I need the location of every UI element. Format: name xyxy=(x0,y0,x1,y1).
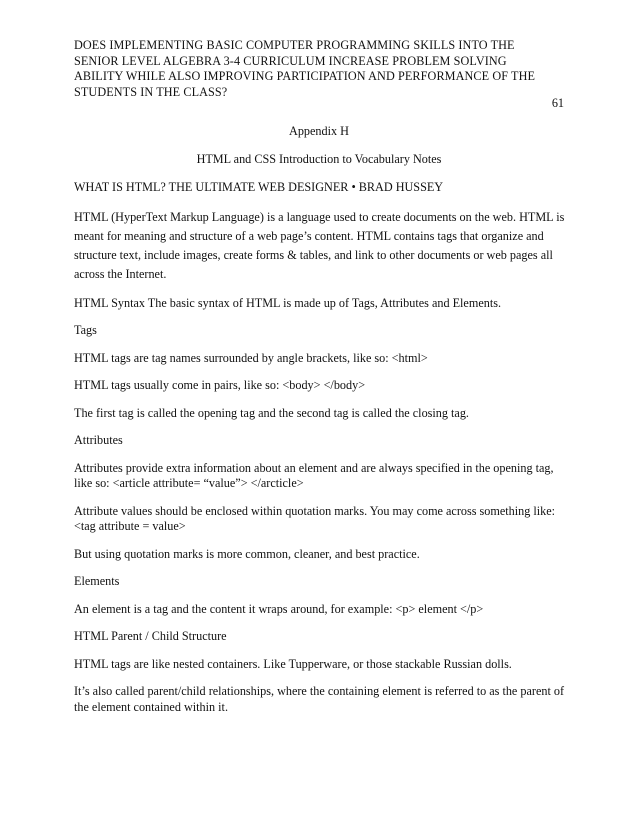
subheading: Elements xyxy=(74,574,120,588)
paragraph: HTML tags are like nested containers. Like Tupperware, or those stackable Russian dolls. xyxy=(74,656,512,671)
paragraph: But using quotation marks is more common, cleaner, and best practice. xyxy=(74,546,420,561)
running-head-line: SENIOR LEVEL ALGEBRA 3-4 CURRICULUM INCREASE PROBLEM SOLVING xyxy=(74,53,507,68)
subheading: HTML Parent / Child Structure xyxy=(74,629,227,643)
subheading: Tags xyxy=(74,323,97,337)
document-body xyxy=(74,180,566,727)
paragraph: Attributes provide extra information about an element and are always specified in the opening tag, like so: <article attribute= “value”> </arcticle> xyxy=(74,460,554,490)
paragraph: An element is a tag and the content it wraps around, for example: <p> element </p> xyxy=(74,601,484,616)
subheading: Attributes xyxy=(74,433,123,447)
appendix-title: Appendix H xyxy=(289,124,349,138)
running-head-line: STUDENTS IN THE CLASS? xyxy=(74,84,228,99)
paragraph: The first tag is called the opening tag and the second tag is called the closing tag. xyxy=(74,405,469,420)
paragraph: HTML Syntax The basic syntax of HTML is made up of Tags, Attributes and Elements. xyxy=(74,295,501,310)
paragraph: HTML tags usually come in pairs, like so: <body> </body> xyxy=(74,378,366,392)
running-head-line: DOES IMPLEMENTING BASIC COMPUTER PROGRAMMING SKILLS INTO THE xyxy=(74,38,515,52)
paragraph: Attribute values should be enclosed within quotation marks. You may come across something like: <tag attribute = value> xyxy=(74,503,555,533)
section-heading: WHAT IS HTML? THE ULTIMATE WEB DESIGNER • BRAD HUSSEY xyxy=(74,180,444,194)
running-head xyxy=(74,38,554,100)
paragraph: HTML (HyperText Markup Language) is a language used to create documents on the web. HTML is meant for meaning and structure of a web page’s content. HTML contains tags that organize and structure text, include images, create forms & tables, and link to other documents or web pages all across the Internet. xyxy=(74,209,565,281)
paragraph: It’s also called parent/child relationships, where the containing element is referred to as the parent of the element contained within it. xyxy=(74,684,565,714)
appendix-subtitle: HTML and CSS Introduction to Vocabulary Notes xyxy=(196,152,442,166)
page-number: 61 xyxy=(551,96,564,110)
paragraph: HTML tags are tag names surrounded by angle brackets, like so: <html> xyxy=(74,350,428,365)
running-head-line: ABILITY WHILE ALSO IMPROVING PARTICIPATION AND PERFORMANCE OF THE xyxy=(74,69,536,83)
